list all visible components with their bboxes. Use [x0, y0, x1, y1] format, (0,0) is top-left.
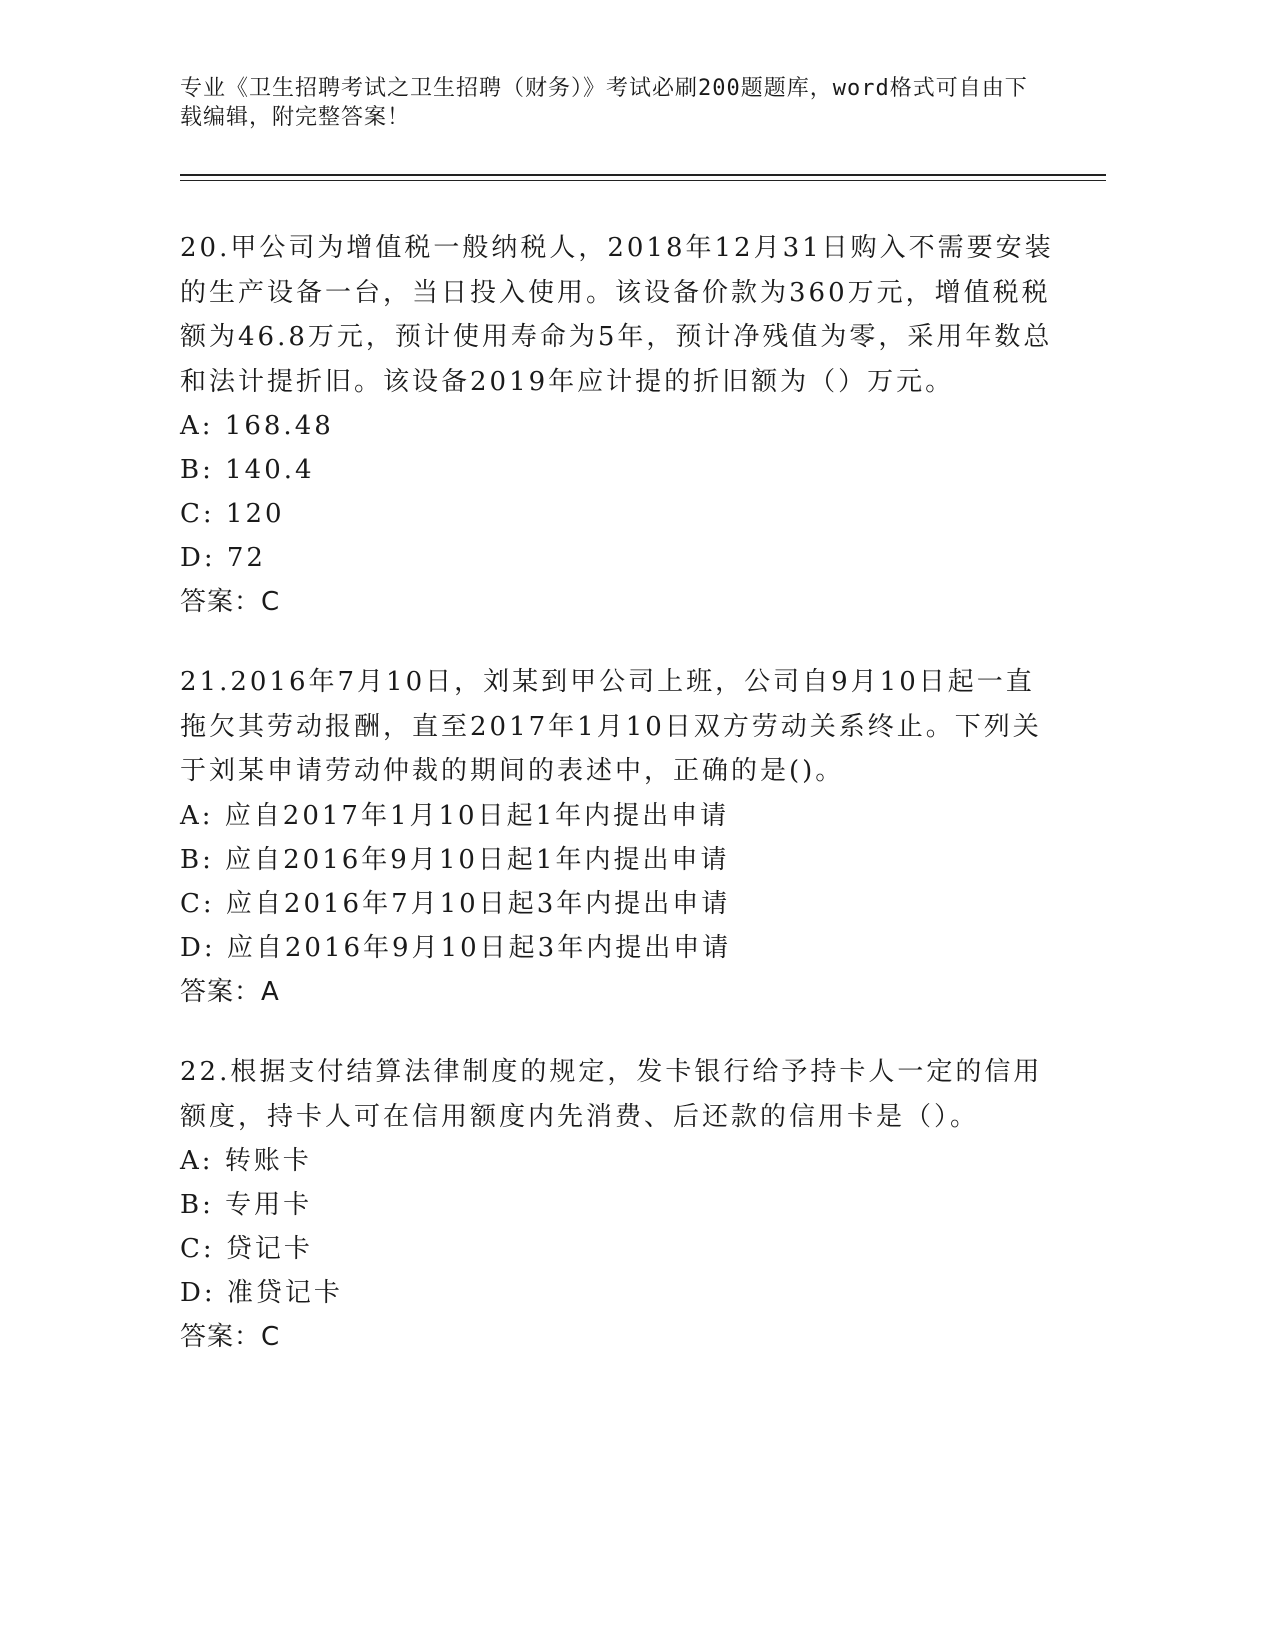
question-stem: 20.甲公司为增值税一般纳税人，2018年12月31日购入不需要安装的生产设备一台，当日投入使用。该设备价款为360万元，增值税税额为46.8万元，预计使用寿命为5年，预计净残值为零，采用年数总和法计提折旧。该设备2019年应计提的折旧额为（）万元。 [180, 233, 1054, 397]
option-d: D: 应自2016年9月10日起3年内提出申请 [180, 932, 732, 963]
option-d: D: 准贷记卡 [180, 1278, 343, 1308]
document-header: 专业《卫生招聘考试之卫生招聘（财务）》考试必刷200题题库，word格式可自由下载编辑，附完整答案！ [180, 76, 1028, 130]
question-22 [180, 1050, 1060, 1359]
option-a: A: 168.48 [180, 411, 334, 441]
answer-line: 答案：C [180, 587, 281, 617]
option-b: B: 应自2016年9月10日起1年内提出申请 [180, 844, 730, 875]
option-c: C: 应自2016年7月10日起3年内提出申请 [180, 888, 731, 919]
question-20 [180, 226, 1060, 624]
question-21 [180, 660, 1060, 1014]
header-divider-thick [180, 174, 1106, 176]
answer-line: 答案：C [180, 1322, 281, 1352]
question-stem: 21.2016年7月10日，刘某到甲公司上班，公司自9月10日起一直拖欠其劳动报酬，直至2017年1月10日双方劳动关系终止。下列关于刘某申请劳动仲裁的期间的表述中，正确的是()。 [180, 667, 1042, 786]
question-stem: 22.根据支付结算法律制度的规定，发卡银行给予持卡人一定的信用额度，持卡人可在信用额度内先消费、后还款的信用卡是（）。 [180, 1057, 1043, 1132]
option-a: A: 应自2017年1月10日起1年内提出申请 [180, 800, 730, 831]
option-c: C: 120 [180, 499, 285, 529]
option-d: D: 72 [180, 543, 266, 573]
option-b: B: 专用卡 [180, 1190, 313, 1220]
option-b: B: 140.4 [180, 455, 315, 485]
option-c: C: 贷记卡 [180, 1234, 313, 1264]
answer-line: 答案：A [180, 976, 280, 1007]
header-divider-thin [180, 180, 1106, 181]
option-a: A: 转账卡 [180, 1146, 312, 1176]
